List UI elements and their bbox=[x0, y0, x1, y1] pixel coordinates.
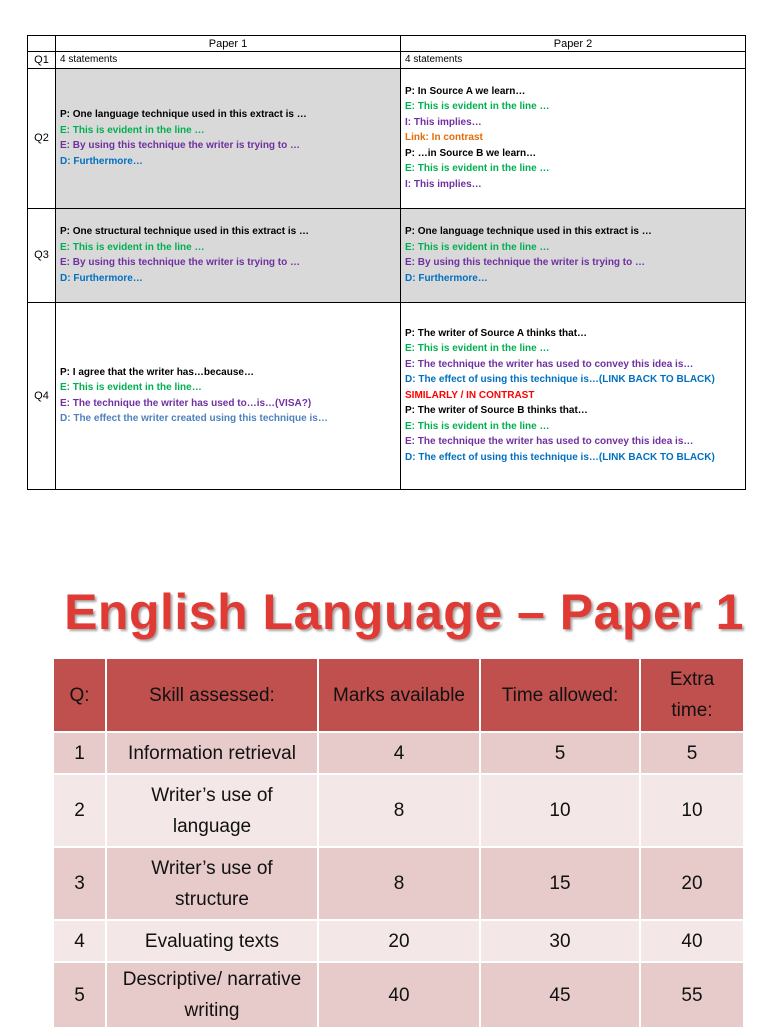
pee-structure-table bbox=[27, 35, 746, 490]
pee-line: E: This is evident in the line … bbox=[405, 343, 550, 355]
header-time: Time allowed: bbox=[480, 658, 640, 732]
cell-marks: 40 bbox=[318, 962, 480, 1028]
pee-row-label: Q3 bbox=[28, 208, 56, 302]
pee-cell-paper2 bbox=[401, 52, 746, 69]
cell-question: 3 bbox=[53, 847, 106, 920]
header-skill: Skill assessed: bbox=[106, 658, 318, 732]
table-row bbox=[53, 774, 744, 847]
pee-line: D: The effect of using this technique is…(LINK BACK TO BLACK) bbox=[405, 451, 715, 463]
pee-row-q1 bbox=[28, 52, 746, 69]
cell-time: 10 bbox=[480, 774, 640, 847]
pee-line: I: This implies… bbox=[405, 116, 482, 128]
pee-line: E: By using this technique the writer is trying to … bbox=[405, 257, 646, 268]
marks-header-row bbox=[53, 658, 744, 732]
cell-skill bbox=[106, 732, 318, 774]
pee-line: E: This is evident in the line … bbox=[405, 101, 550, 113]
pee-row-q4 bbox=[28, 302, 746, 489]
cell-time: 5 bbox=[480, 732, 640, 774]
cell-marks: 8 bbox=[318, 847, 480, 920]
pee-header-paper2: Paper 2 bbox=[401, 36, 746, 52]
pee-line: E: The technique the writer has used to convey this idea is… bbox=[405, 358, 694, 370]
cell-extra-time: 5 bbox=[640, 732, 744, 774]
pee-cell-paper2 bbox=[401, 68, 746, 208]
pee-line: E: By using this technique the writer is trying to … bbox=[60, 140, 301, 151]
pee-line: 4 statements bbox=[60, 54, 118, 65]
table-row bbox=[53, 920, 744, 962]
page-title: English Language – Paper 1 bbox=[64, 584, 744, 640]
cell-extra-time: 40 bbox=[640, 920, 744, 962]
pee-line: D: The effect of using this technique is…(LINK BACK TO BLACK) bbox=[405, 374, 715, 386]
pee-cell-paper1 bbox=[56, 208, 401, 302]
cell-question: 5 bbox=[53, 962, 106, 1028]
pee-line: E: This is evident in the line … bbox=[60, 241, 205, 253]
pee-line: Link: In contrast bbox=[405, 132, 483, 144]
pee-line: I: This implies… bbox=[405, 178, 482, 190]
cell-question: 1 bbox=[53, 732, 106, 774]
pee-row-label: Q4 bbox=[28, 302, 56, 489]
cell-extra-time: 55 bbox=[640, 962, 744, 1028]
cell-question: 2 bbox=[53, 774, 106, 847]
cell-extra-time: 20 bbox=[640, 847, 744, 920]
pee-line: P: One language technique used in this extract is … bbox=[405, 226, 652, 237]
cell-marks: 8 bbox=[318, 774, 480, 847]
pee-cell-paper1 bbox=[56, 68, 401, 208]
cell-skill bbox=[106, 920, 318, 962]
pee-cell-paper1 bbox=[56, 302, 401, 489]
pee-line: D: Furthermore… bbox=[405, 272, 488, 284]
pee-header-row bbox=[28, 36, 746, 52]
pee-line: E: This is evident in the line … bbox=[405, 163, 550, 175]
table-row bbox=[53, 732, 744, 774]
cell-extra-time: 10 bbox=[640, 774, 744, 847]
marks-table bbox=[52, 657, 745, 1029]
skill-line: Evaluating texts bbox=[144, 930, 280, 952]
table-row bbox=[53, 847, 744, 920]
pee-line: P: The writer of Source B thinks that… bbox=[405, 405, 588, 417]
pee-cell-paper2 bbox=[401, 208, 746, 302]
pee-header-paper1: Paper 1 bbox=[56, 36, 401, 52]
header-marks: Marks available bbox=[318, 658, 480, 732]
pee-line: 4 statements bbox=[405, 54, 463, 65]
skill-line: Writer’s use of bbox=[151, 784, 273, 806]
pee-line: E: This is evident in the line… bbox=[60, 382, 202, 393]
cell-skill bbox=[106, 774, 318, 847]
skill-line: structure bbox=[175, 888, 249, 910]
skill-line: writing bbox=[184, 1000, 240, 1021]
table-row bbox=[53, 962, 744, 1028]
pee-line: E: The technique the writer has used to…is…(VISA?) bbox=[60, 397, 312, 409]
cell-time: 45 bbox=[480, 962, 640, 1028]
skill-line: Information retrieval bbox=[128, 742, 296, 764]
cell-marks: 4 bbox=[318, 732, 480, 774]
skill-line: Writer’s use of bbox=[151, 857, 273, 879]
pee-line: E: This is evident in the line … bbox=[405, 241, 550, 253]
header-extra-line2: time: bbox=[671, 700, 713, 721]
cell-skill bbox=[106, 962, 318, 1028]
pee-line: D: The effect the writer created using this technique is… bbox=[60, 413, 328, 424]
header-question: Q: bbox=[53, 658, 106, 732]
pee-row-q2 bbox=[28, 68, 746, 208]
pee-row-label: Q1 bbox=[28, 52, 56, 69]
cell-marks: 20 bbox=[318, 920, 480, 962]
pee-line: P: The writer of Source A thinks that… bbox=[405, 327, 588, 339]
pee-cell-paper1 bbox=[56, 52, 401, 69]
pee-line: P: …in Source B we learn… bbox=[405, 147, 537, 159]
skill-line: language bbox=[172, 815, 252, 837]
cell-skill bbox=[106, 847, 318, 920]
pee-line: E: The technique the writer has used to convey this idea is… bbox=[405, 436, 694, 448]
pee-line: E: This is evident in the line … bbox=[60, 124, 205, 136]
pee-cell-paper2 bbox=[401, 302, 746, 489]
pee-line: P: In Source A we learn… bbox=[405, 85, 526, 97]
pee-line: P: One language technique used in this extract is … bbox=[60, 109, 307, 120]
cell-time: 15 bbox=[480, 847, 640, 920]
pee-line: P: I agree that the writer has…because… bbox=[60, 366, 254, 378]
pee-line: E: By using this technique the writer is trying to … bbox=[60, 257, 301, 268]
pee-line: D: Furthermore… bbox=[60, 272, 143, 284]
pee-line: P: One structural technique used in this extract is … bbox=[60, 226, 309, 237]
pee-header-blank bbox=[28, 36, 56, 52]
header-extra-line1: Extra bbox=[669, 669, 715, 690]
pee-row-label: Q2 bbox=[28, 68, 56, 208]
pee-line: SIMILARLY / IN CONTRAST bbox=[405, 389, 535, 401]
cell-time: 30 bbox=[480, 920, 640, 962]
pee-line: E: This is evident in the line … bbox=[405, 420, 550, 432]
header-extra-time bbox=[640, 658, 744, 732]
skill-line: Descriptive/ narrative bbox=[122, 969, 302, 990]
pee-line: D: Furthermore… bbox=[60, 155, 143, 167]
cell-question: 4 bbox=[53, 920, 106, 962]
pee-row-q3 bbox=[28, 208, 746, 302]
